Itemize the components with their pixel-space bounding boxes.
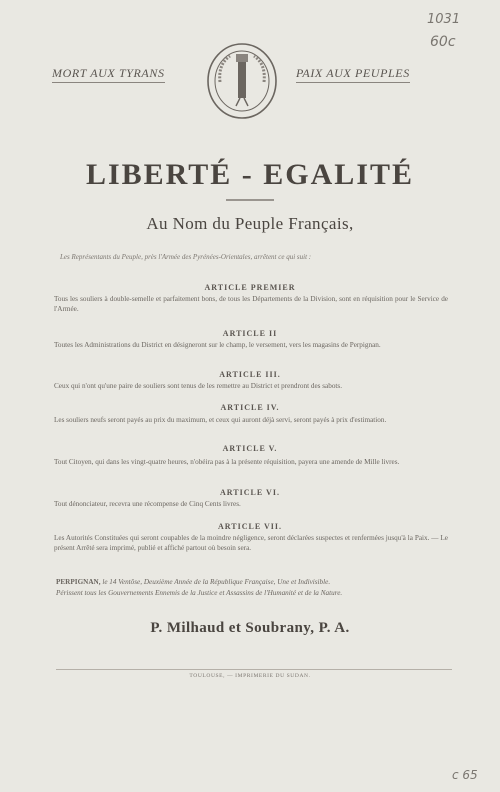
article-3-heading: ARTICLE III. bbox=[219, 370, 281, 379]
article-6-heading: ARTICLE VI. bbox=[220, 488, 280, 497]
footer-divider bbox=[56, 669, 452, 670]
pencil-annotation-bottom: c 65 bbox=[452, 768, 478, 782]
pencil-annotation-price: 60c bbox=[430, 34, 456, 50]
article-5-text: Tout Citoyen, qui dans les vingt-quatre heures, n'obéira pas à la présente réquisition, payera une amende de Mille livres. bbox=[54, 458, 400, 466]
intro-text: Les Représentants du Peuple, près l'Armée des Pyrénées-Orientales, arrêtent ce qui suit : bbox=[60, 253, 312, 261]
motto-right: PAIX AUX PEUPLES bbox=[296, 66, 410, 83]
article-6-text: Tout dénonciateur, recevra une récompense de Cinq Cents livres. bbox=[54, 500, 241, 508]
article-7-heading: ARTICLE VII. bbox=[217, 522, 283, 531]
article-3-text: Ceux qui n'ont qu'une paire de souliers sont tenus de les remettre au District et prendront des sabots. bbox=[54, 382, 343, 390]
title-ornament bbox=[226, 199, 274, 201]
document-title: LIBERTÉ - EGALITÉ bbox=[85, 158, 415, 191]
republic-seal-icon bbox=[206, 42, 278, 120]
article-1-heading: ARTICLE PREMIER bbox=[204, 283, 296, 292]
article-2-heading: ARTICLE II bbox=[222, 329, 278, 338]
signatures: P. Milhaud et Soubrany, P. A. bbox=[150, 620, 350, 636]
article-4-text: Les souliers neufs seront payés au prix du maximum, et ceux qui auront déjà servi, seront payés à prix d'estimation. bbox=[54, 416, 387, 424]
closing-date: le 14 Ventôse, Deuxième Année de la République Française, Une et Indivisible. bbox=[102, 578, 331, 586]
article-1-text: Tous les souliers à double-semelle et parfaitement bons, de tous les Départements de la Division, sont en réquisition pour le Service de l'Armée. bbox=[54, 295, 448, 313]
motto-left: MORT AUX TYRANS bbox=[52, 66, 165, 83]
article-4-heading: ARTICLE IV. bbox=[220, 403, 280, 412]
printer-imprint: TOULOUSE, — IMPRIMERIE DU SUDAN. bbox=[189, 673, 311, 679]
article-2-text: Toutes les Administrations du District en désigneront sur le champ, le versement, vers les magasins de Perpignan. bbox=[54, 341, 381, 349]
article-5-heading: ARTICLE V. bbox=[222, 444, 278, 453]
pencil-annotation-number: 1031 bbox=[427, 12, 461, 27]
article-7-text: Les Autorités Constituées qui seront coupables de la moindre négligence, seront déclarées suspectes et renfermées jusqu'à la Paix. — Le présent Arrêté sera imprimé, publié et affiché partout où besoin sera. bbox=[54, 534, 448, 552]
closing-motto: Périssent tous les Gouvernements Ennemis de la Justice et Assassins de l'Humanité et de la Nature. bbox=[56, 588, 343, 597]
document-subtitle: Au Nom du Peuple Français, bbox=[146, 214, 354, 233]
closing-place: PERPIGNAN, bbox=[56, 578, 101, 586]
closing-statement bbox=[56, 577, 450, 598]
